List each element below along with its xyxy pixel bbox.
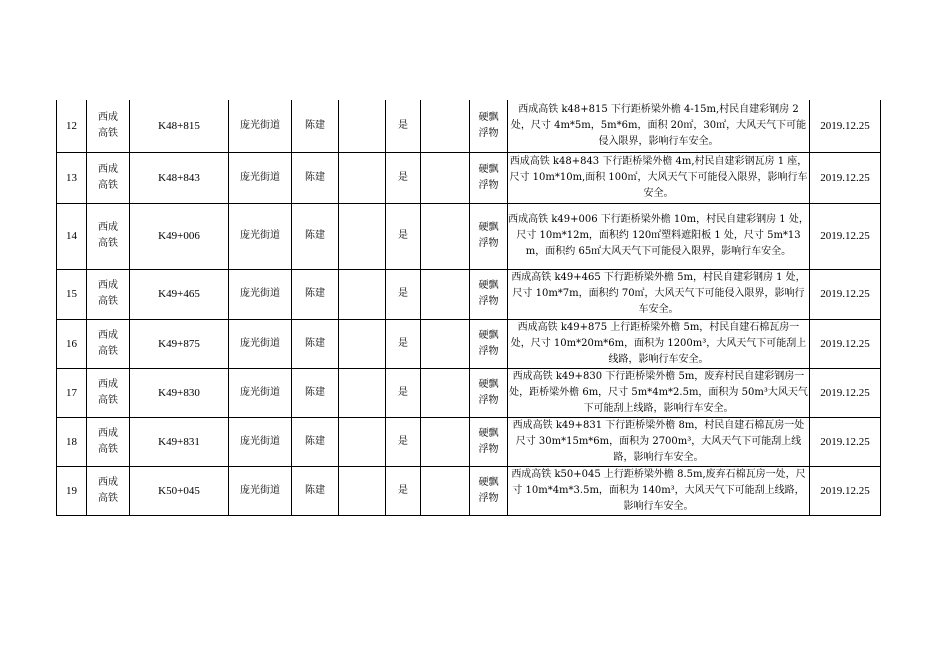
hazard-type-cell [470,417,508,466]
mileage: K49+875 [130,319,229,368]
date: 2019.12.25 [810,319,881,368]
railway-line-cell [87,319,130,368]
railway-line: 西成高铁 [98,111,118,139]
street: 庞光街道 [229,152,292,203]
row-number: 13 [57,152,87,203]
mileage: K49+465 [130,269,229,319]
blank-cell [339,269,386,319]
blank-cell [339,368,386,417]
blank-cell [421,269,470,319]
hazard-description: 西成高铁 k49+006 下行距桥梁外檐 10m，村民自建彩钢房 1 处，尺寸 10m*12m，面积约 120㎡塑料遮阳板 1 处，尺寸 5m*13m，面积约 65㎡大风天气下可能侵入限界，影响行车安全。 [508,203,810,269]
row-number: 18 [57,417,87,466]
date: 2019.12.25 [810,417,881,466]
hazard-type: 硬飘浮物 [478,163,499,191]
hazard-type-cell [470,269,508,319]
mileage: K49+831 [130,417,229,466]
street: 庞光街道 [229,269,292,319]
blank-cell [421,152,470,203]
hazard-description: 西成高铁 k48+815 下行距桥梁外檐 4-15m,村民自建彩钢房 2 处，尺寸 4m*5m，5m*6m，面积 20㎡，30㎡，大风天气下可能侵入限界，影响行车安全。 [508,100,810,152]
mileage: K48+815 [130,100,229,152]
street: 庞光街道 [229,203,292,269]
blank-cell [421,100,470,152]
railway-line: 西成高铁 [98,329,118,357]
table-row [57,269,881,319]
hazard-type-cell [470,466,508,515]
responsible-person: 陈建 [292,269,339,319]
railway-line-cell [87,203,130,269]
hazard-description: 西成高铁 k50+045 上行距桥梁外檐 8.5m,废弃石棉瓦房一处，尺寸 10m*4m*3.5m，面积为 140m³，大风天气下可能刮上线路，影响行车安全。 [508,466,810,515]
hazard-type-cell [470,100,508,152]
blank-cell [339,417,386,466]
blank-cell [339,319,386,368]
row-number: 19 [57,466,87,515]
blank-cell [339,152,386,203]
row-number: 12 [57,100,87,152]
table-row [57,417,881,466]
hazard-type: 硬飘浮物 [478,111,499,139]
flag-yes: 是 [386,100,421,152]
blank-cell [339,203,386,269]
railway-line: 西成高铁 [98,378,118,406]
table-row [57,368,881,417]
date: 2019.12.25 [810,269,881,319]
railway-line: 西成高铁 [98,163,118,191]
railway-line-cell [87,368,130,417]
date: 2019.12.25 [810,100,881,152]
row-number: 16 [57,319,87,368]
blank-cell [421,368,470,417]
hazard-description: 西成高铁 k49+830 下行距桥梁外檐 5m，废弃村民自建彩钢房一处，距桥梁外檐 6m，尺寸 5m*4m*2.5m，面积为 50m³大风天气下可能刮上线路，影响行车安全。 [508,368,810,417]
hazard-type: 硬飘浮物 [478,280,499,307]
flag-yes: 是 [386,152,421,203]
hazard-type: 硬飘浮物 [478,329,499,357]
hazard-description: 西成高铁 k49+831 下行距桥梁外檐 8m，村民自建石棉瓦房一处尺寸 30m*15m*6m，面积为 2700m³，大风天气下可能刮上线路，影响行车安全。 [508,417,810,466]
responsible-person: 陈建 [292,466,339,515]
hazard-type-cell [470,152,508,203]
street: 庞光街道 [229,100,292,152]
hazard-type: 硬飘浮物 [478,378,499,406]
railway-line-cell [87,152,130,203]
responsible-person: 陈建 [292,100,339,152]
flag-yes: 是 [386,368,421,417]
row-number: 17 [57,368,87,417]
table-row [57,466,881,515]
responsible-person: 陈建 [292,152,339,203]
flag-yes: 是 [386,466,421,515]
railway-line-cell [87,466,130,515]
blank-cell [421,417,470,466]
date: 2019.12.25 [810,152,881,203]
railway-line: 西成高铁 [98,476,118,504]
hazard-type-cell [470,368,508,417]
table-body [57,100,881,515]
hazard-type: 硬飘浮物 [478,427,499,455]
railway-line-cell [87,417,130,466]
street: 庞光街道 [229,466,292,515]
hazard-description: 西成高铁 k48+843 下行距桥梁外檐 4m,村民自建彩钢瓦房 1 座，尺寸 10m*10m,面积 100㎡，大风天气下可能侵入限界，影响行车安全。 [508,152,810,203]
blank-cell [339,466,386,515]
table-row [57,319,881,368]
railway-line: 西成高铁 [98,427,118,455]
mileage: K49+006 [130,203,229,269]
hazard-type: 硬飘浮物 [478,222,499,249]
blank-cell [421,466,470,515]
row-number: 15 [57,269,87,319]
mileage: K49+830 [130,368,229,417]
street: 庞光街道 [229,319,292,368]
flag-yes: 是 [386,269,421,319]
street: 庞光街道 [229,417,292,466]
hazard-type: 硬飘浮物 [478,476,499,504]
mileage: K48+843 [130,152,229,203]
date: 2019.12.25 [810,466,881,515]
table-row [57,203,881,269]
flag-yes: 是 [386,203,421,269]
hazard-type-cell [470,203,508,269]
hazard-type-cell [470,319,508,368]
railway-line: 西成高铁 [98,280,118,307]
flag-yes: 是 [386,319,421,368]
hazard-table [56,100,881,516]
responsible-person: 陈建 [292,368,339,417]
street: 庞光街道 [229,368,292,417]
date: 2019.12.25 [810,368,881,417]
hazard-description: 西成高铁 k49+875 上行距桥梁外檐 5m，村民自建石棉瓦房一处，尺寸 10m*20m*6m，面积为 1200m³，大风天气下可能刮上线路，影响行车安全。 [508,319,810,368]
railway-line-cell [87,269,130,319]
railway-line-cell [87,100,130,152]
responsible-person: 陈建 [292,417,339,466]
hazard-description: 西成高铁 k49+465 下行距桥梁外檐 5m，村民自建彩钢房 1 处，尺寸 10m*7m，面积约 70㎡，大风天气下可能侵入限界，影响行车安全。 [508,269,810,319]
blank-cell [421,203,470,269]
date: 2019.12.25 [810,203,881,269]
railway-line: 西成高铁 [98,222,118,249]
responsible-person: 陈建 [292,203,339,269]
flag-yes: 是 [386,417,421,466]
table-row [57,100,881,152]
blank-cell [421,319,470,368]
blank-cell [339,100,386,152]
mileage: K50+045 [130,466,229,515]
table-row [57,152,881,203]
responsible-person: 陈建 [292,319,339,368]
row-number: 14 [57,203,87,269]
